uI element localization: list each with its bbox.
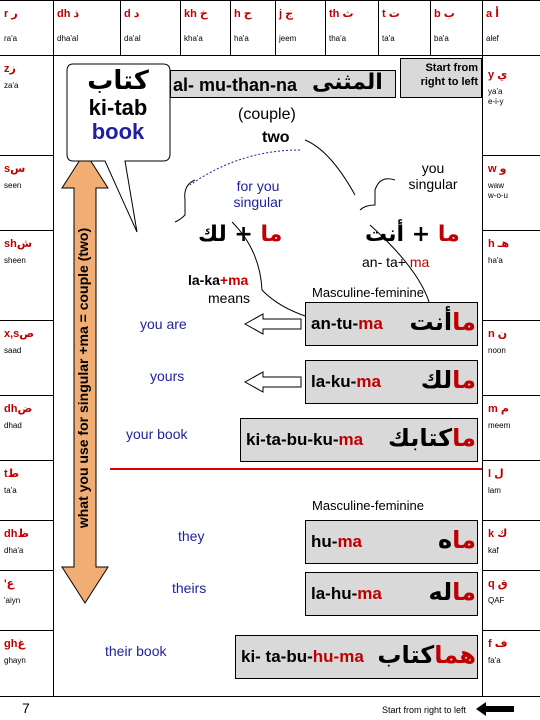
letter-name: ya'a <box>488 87 503 96</box>
translit-base: ki-ta-bu-ku- <box>246 430 339 449</box>
letter-sub: e-i-y <box>488 97 504 106</box>
letter-ar: ي <box>497 68 508 81</box>
letter-en: a <box>486 8 493 20</box>
letter-name: za'a <box>4 81 19 90</box>
translit-suffix: ma <box>357 584 382 603</box>
letter-ar: ك <box>497 527 508 540</box>
letter-en: b <box>434 8 441 20</box>
example-label: you are <box>140 316 187 332</box>
letter-en: k <box>488 528 495 540</box>
anta-equation <box>365 222 460 247</box>
anta-translit-b: ma <box>409 254 430 270</box>
letter-ar: ظ <box>17 527 29 540</box>
arabic-suffix: هما <box>434 641 476 669</box>
letter-en: dh <box>57 8 71 20</box>
letter-ar: هـ <box>497 237 510 250</box>
example-label: theirs <box>172 580 207 596</box>
letter-en: t <box>382 8 386 20</box>
anta-arabic: أنت <box>365 222 405 247</box>
translit-base: la-hu- <box>311 584 358 603</box>
letter-name: ta'a <box>4 486 17 495</box>
letter-ar: ص <box>19 327 35 340</box>
letter-ar: ح <box>243 7 252 20</box>
letter-ar: ق <box>497 577 508 590</box>
example-translit <box>241 647 364 667</box>
ma-arabic-2: ما <box>437 222 460 247</box>
letter-name: dhad <box>4 421 22 430</box>
for-you-singular <box>218 178 298 210</box>
letter-name: sheen <box>4 256 26 265</box>
letter-ar: ر <box>11 7 18 20</box>
letter-en: y <box>488 69 495 81</box>
translit-base: an-tu- <box>311 314 359 333</box>
translit-base: ki- ta-bu- <box>241 647 313 666</box>
bubble-arabic: كتاب <box>87 66 149 96</box>
letter-name: meem <box>488 421 511 430</box>
letter-en: m <box>488 403 498 415</box>
masculine-feminine-1: Masculine-feminine <box>312 285 424 300</box>
letter-en: j <box>279 8 283 20</box>
arabic-base: كتابك <box>388 424 453 452</box>
letter-ar: ف <box>494 637 508 650</box>
laka-equation <box>198 222 282 247</box>
letter-name: da'al <box>124 34 141 43</box>
letter-name: dha'a <box>4 546 24 555</box>
laka-translit <box>188 272 248 288</box>
letter-en: sh <box>4 238 17 250</box>
letter-sub: w-o-u <box>488 191 509 200</box>
letter-ar: ض <box>17 402 33 415</box>
start-note-bottom: Start from right to left <box>382 705 467 715</box>
letter-ar: ذ <box>73 7 80 20</box>
anta-translit <box>362 254 429 270</box>
letter-ar: ش <box>16 237 33 250</box>
translit-suffix: hu-ma <box>312 647 364 666</box>
page-number: 7 <box>22 700 30 716</box>
translit-suffix: ma <box>338 430 364 449</box>
letter-en: ' <box>4 578 7 590</box>
arabic-base: ه <box>437 526 453 554</box>
example-translit <box>311 532 362 552</box>
translit-base: hu- <box>311 532 338 551</box>
letter-en: q <box>488 578 495 590</box>
letter-en: t <box>4 468 8 480</box>
letter-en: h <box>488 238 495 250</box>
pointing-arrow-icon <box>243 313 303 335</box>
example-arabic <box>429 578 476 606</box>
example-translit <box>311 314 383 334</box>
couple-arabic: المثنى <box>312 70 383 95</box>
you-singular-text: you singular <box>408 160 458 192</box>
example-arabic <box>377 641 476 669</box>
example-label: they <box>178 528 205 544</box>
letter-name: jeem <box>279 34 297 43</box>
letter-name: ha'a <box>234 34 249 43</box>
letter-ar: ل <box>494 467 504 480</box>
letter-ar: ط <box>7 467 20 480</box>
bubble-english: book <box>91 119 145 144</box>
translit-base: la-ku- <box>311 372 357 391</box>
letter-name: tha'a <box>329 34 347 43</box>
arabic-suffix: ما <box>452 578 476 606</box>
arabic-base: أنت <box>409 308 453 336</box>
example-arabic <box>388 424 476 452</box>
letter-en: f <box>488 638 492 650</box>
example-arabic <box>421 366 476 394</box>
letter-name: dha'al <box>57 34 79 43</box>
letter-ar: خ <box>199 7 208 20</box>
arabic-suffix: ما <box>452 526 476 554</box>
you-singular <box>398 160 468 192</box>
couple-english-1: (couple) <box>238 106 296 123</box>
ma-arabic: ما <box>260 222 283 247</box>
letter-name: waw <box>488 181 505 190</box>
couple-english-2: two <box>262 129 290 146</box>
translit-suffix: ma <box>337 532 363 551</box>
letter-en: gh <box>4 638 18 650</box>
letter-name: ra'a <box>4 34 18 43</box>
letter-name: kha'a <box>184 34 203 43</box>
pointing-arrow-icon <box>243 371 303 393</box>
letter-name: 'aiyn <box>4 596 21 605</box>
laka-translit-b: +ma <box>219 272 249 288</box>
plus-sign-2: + <box>411 222 431 247</box>
letter-name: QAF <box>488 596 505 605</box>
letter-name: fa'a <box>488 656 501 665</box>
letter-en: th <box>329 8 340 20</box>
letter-name: ta'a <box>382 34 395 43</box>
letter-en: n <box>488 328 495 340</box>
letter-ar: غ <box>17 637 25 650</box>
letter-name: ghayn <box>4 656 26 665</box>
start-note-top-text: Start from right to left <box>420 62 478 88</box>
arabic-suffix: ما <box>452 366 476 394</box>
laka-arabic: لك <box>198 222 227 247</box>
arabic-suffix: ما <box>452 424 476 452</box>
means-label: means <box>208 290 251 306</box>
arabic-base: لك <box>420 366 453 394</box>
letter-en: z <box>4 63 10 75</box>
letter-ar: ب <box>443 7 455 20</box>
letter-name: alef <box>486 34 499 43</box>
letter-en: dh <box>4 403 18 415</box>
vertical-arrow-text: what you use for singular +ma = couple (two) <box>75 227 91 529</box>
letter-en: x,s <box>4 328 20 340</box>
masculine-feminine-2: Masculine-feminine <box>312 498 424 513</box>
letter-ar: س <box>10 162 26 175</box>
letter-en: d <box>124 8 131 20</box>
letter-name: ha'a <box>488 256 503 265</box>
letter-ar: أ <box>495 7 499 20</box>
letter-name: lam <box>488 486 501 495</box>
letter-name: seen <box>4 181 22 190</box>
couple-translit: al- mu-than-na <box>173 75 297 95</box>
translit-suffix: ma <box>358 314 383 333</box>
letter-en: dh <box>4 528 18 540</box>
letter-ar: ز <box>9 62 16 75</box>
example-arabic <box>409 308 476 336</box>
example-translit <box>311 584 382 604</box>
letter-ar: ت <box>388 7 400 20</box>
letter-en: w <box>488 163 497 175</box>
example-arabic <box>438 526 476 554</box>
plus-sign: + <box>234 222 253 247</box>
letter-ar: ج <box>285 7 294 20</box>
letter-name: saad <box>4 346 22 355</box>
laka-translit-a: la-ka <box>188 272 220 288</box>
letter-en: r <box>4 8 9 20</box>
letter-en: h <box>234 8 241 20</box>
example-translit <box>311 372 381 392</box>
translit-suffix: ma <box>356 372 381 391</box>
arabic-base: كتاب <box>377 641 435 669</box>
letter-en: kh <box>184 8 197 20</box>
example-translit <box>246 430 363 450</box>
anta-translit-a: an- ta+ <box>362 254 406 270</box>
example-label: your book <box>126 426 188 442</box>
letter-name: noon <box>488 346 506 355</box>
letter-name: ba'a <box>434 34 449 43</box>
letter-ar: م <box>500 402 509 415</box>
example-label: yours <box>150 368 185 384</box>
letter-ar: ن <box>497 327 508 340</box>
arabic-suffix: ما <box>452 308 476 336</box>
letter-ar: د <box>133 7 140 20</box>
letter-ar: و <box>499 162 507 175</box>
for-you-singular-text: for you singular <box>233 178 283 210</box>
left-arrow-icon <box>476 702 516 716</box>
letter-ar: ث <box>342 7 354 20</box>
arabic-base: له <box>428 578 453 606</box>
letter-name: kaf <box>488 546 499 555</box>
red-divider <box>110 468 482 470</box>
letter-en: s <box>4 163 11 175</box>
letter-ar: ع <box>6 577 15 590</box>
bubble-translit: ki-tab <box>88 95 148 120</box>
example-label: their book <box>105 643 167 659</box>
letter-en: l <box>488 468 492 480</box>
